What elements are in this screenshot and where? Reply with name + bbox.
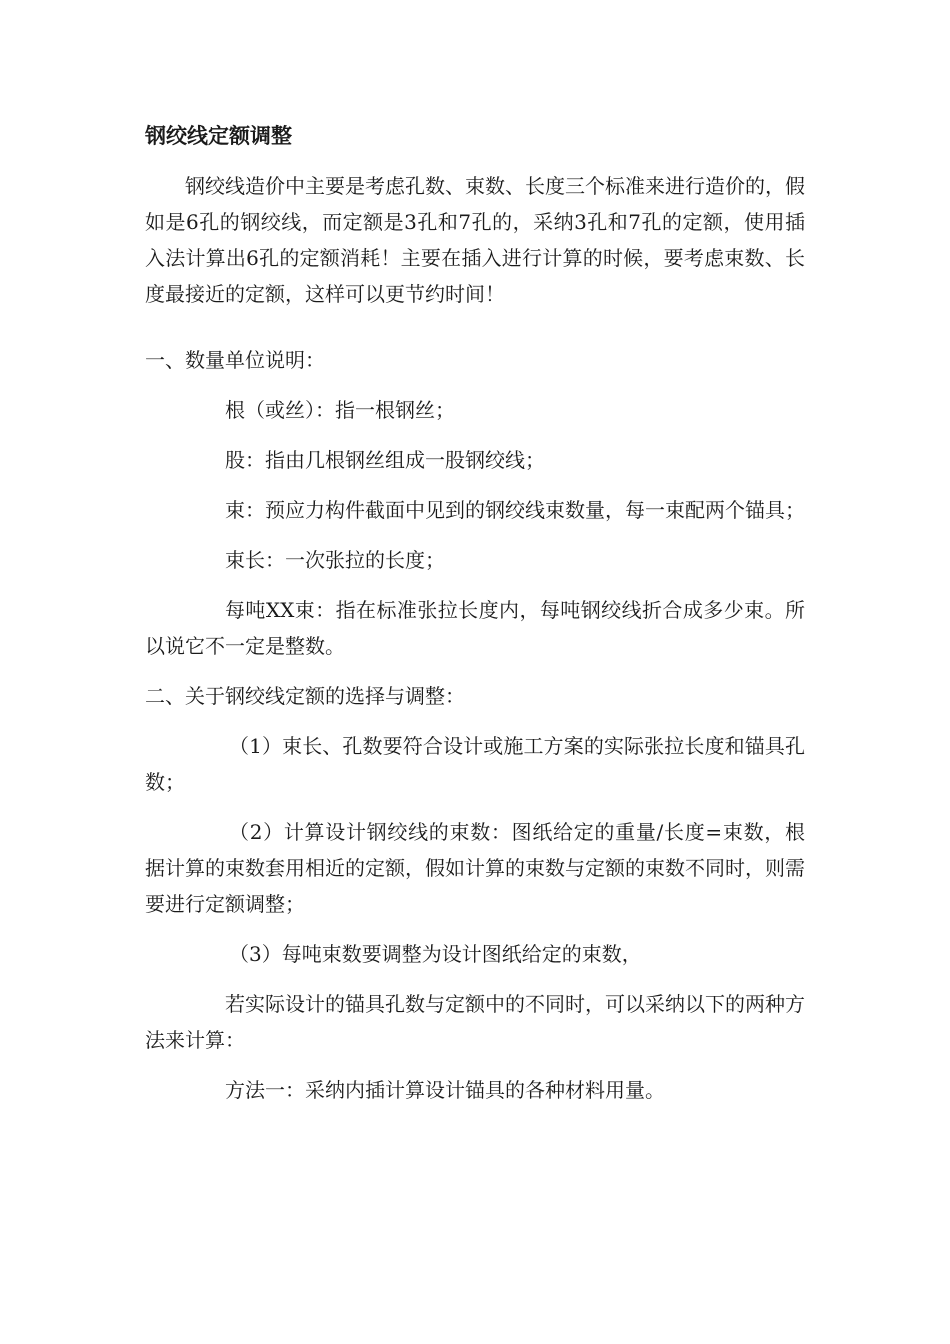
document-body — [145, 118, 805, 1108]
rule-item-1: （1）束长、孔数要符合设计或施工方案的实际张拉长度和锚具孔数； — [145, 734, 805, 794]
definition-shuchang: 束长：一次张拉的长度； — [225, 548, 445, 572]
definition-gen: 根（或丝）：指一根钢丝； — [225, 398, 455, 422]
section2-heading: 二、关于钢绞线定额的选择与调整： — [145, 684, 465, 708]
intro-paragraph: 钢绞线造价中主要是考虑孔数、束数、长度三个标准来进行造价的，假如是6孔的钢绞线，而定额是3孔和7孔的，采纳3孔和7孔的定额，使用插入法计算出6孔的定额消耗！主要在插入进行计算的时候，要考虑束数、长度最接近的定额，这样可以更节约时间！ — [145, 174, 805, 306]
definition-meidun: 每吨XX束：指在标准张拉长度内，每吨钢绞线折合成多少束。所以说它不一定是整数。 — [145, 598, 805, 658]
section1-heading: 一、数量单位说明： — [145, 348, 325, 372]
document-title: 钢绞线定额调整 — [145, 124, 292, 148]
rule-item-2: （2）计算设计钢绞线的束数：图纸给定的重量/长度=束数，根据计算的束数套用相近的定额，假如计算的束数与定额的束数不同时，则需要进行定额调整； — [145, 820, 805, 916]
rule-item-3: （3）每吨束数要调整为设计图纸给定的束数， — [229, 942, 642, 966]
method-one: 方法一：采纳内插计算设计锚具的各种材料用量。 — [225, 1078, 665, 1102]
rule-note: 若实际设计的锚具孔数与定额中的不同时，可以采纳以下的两种方法来计算： — [145, 992, 805, 1052]
definition-shu: 束：预应力构件截面中见到的钢绞线束数量，每一束配两个锚具； — [225, 498, 805, 522]
definition-gu: 股：指由几根钢丝组成一股钢绞线； — [225, 448, 545, 472]
